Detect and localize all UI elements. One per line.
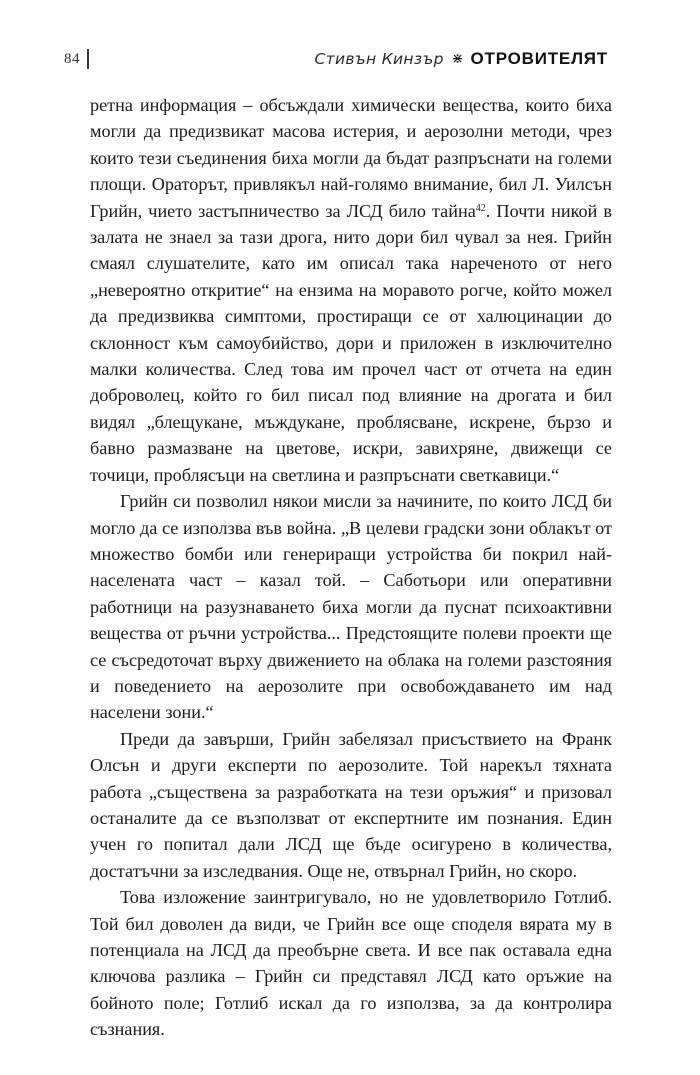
- paragraph-3: Преди да завърши, Грийн забелязал присъствието на Франк Олсън и други експерти по аерозолите. Той нарекъл тяхната работа „съществена за разработката на тези оръжия“ и призовал останалите да се възползват от експертните им познания. Един учен го попитал дали ЛСД ще бъде осигурено в количества, достатъчни за изследвания. Още не, отвърнал Грийн, но скоро.: [90, 728, 612, 881]
- running-header: [64, 46, 608, 72]
- paragraph-1-text-a: ретна информация – обсъждали химически вещества, които биха могли да предизвикат масова истерия, и аерозолни методи, чрез които тези съединения биха могли да бъдат разпръснати на големи площи. Ораторът, привлякъл най-голямо внимание, бил Л. Уилсън Грийн, чието застъпничество за ЛСД било тайна: [90, 95, 612, 221]
- ornament-icon: ⋇: [451, 51, 464, 67]
- page-number-group: [64, 49, 89, 69]
- header-divider: [87, 49, 89, 69]
- book-title: ОТРОВИТЕЛЯТ: [470, 49, 608, 68]
- paragraph-1-text-b: . Почти никой в залата не знаел за тази дрога, нито дори бил чувал за нея. Грийн смаял слушателите, като им описал така нареченото от него „невероятно откритие“ на ензима на моравото рогче, който можел да предизвиква симптоми, простиращи се от халюцинации до склонност към самоубийство, дори и приложен в изключително малки количества. След това им прочел част от отчета на един доброволец, който го бил писал под влияние на дрогата и бил видял „блещукане, мъждукане, проблясване, искрене, бързо и бавно размазване на цветове, искри, завихряне, движещи се точици, проблясъци на светлина и разпръснати светкавици.“: [90, 200, 612, 485]
- body-text: [90, 92, 612, 1043]
- paragraph-1: [90, 92, 612, 488]
- footnote-ref[interactable]: 42: [475, 202, 486, 214]
- running-title: [315, 49, 608, 69]
- paragraph-4: Това изложение заинтригувало, но не удовлетворило Готлиб. Той бил доволен да види, че Грийн все още споделя вярата му в потенциала на ЛСД да преобърне света. И все пак оставала една ключова разлика – Грийн си представял ЛСД като оръжие на бойното поле; Готлиб искал да го използва, за да контролира съзнания.: [90, 887, 612, 1040]
- paragraph-2: Грийн си позволил някои мисли за начините, по които ЛСД би могло да се използва във война. „В целеви градски зони облакът от множество бомби или генериращи устройства би покрил най-населената част – казал той. – Саботьори или оперативни работници на разузнаването биха могли да пуснат психоактивни вещества от ръчни устройства... Предстоящите полеви проекти ще се съсредоточат върху движението на облака на големи разстояния и поведението на аерозолите при освобождаването им над населени зони.“: [90, 491, 612, 723]
- page-number: 84: [64, 50, 80, 67]
- author-name: Стивън Кинзър: [314, 50, 444, 68]
